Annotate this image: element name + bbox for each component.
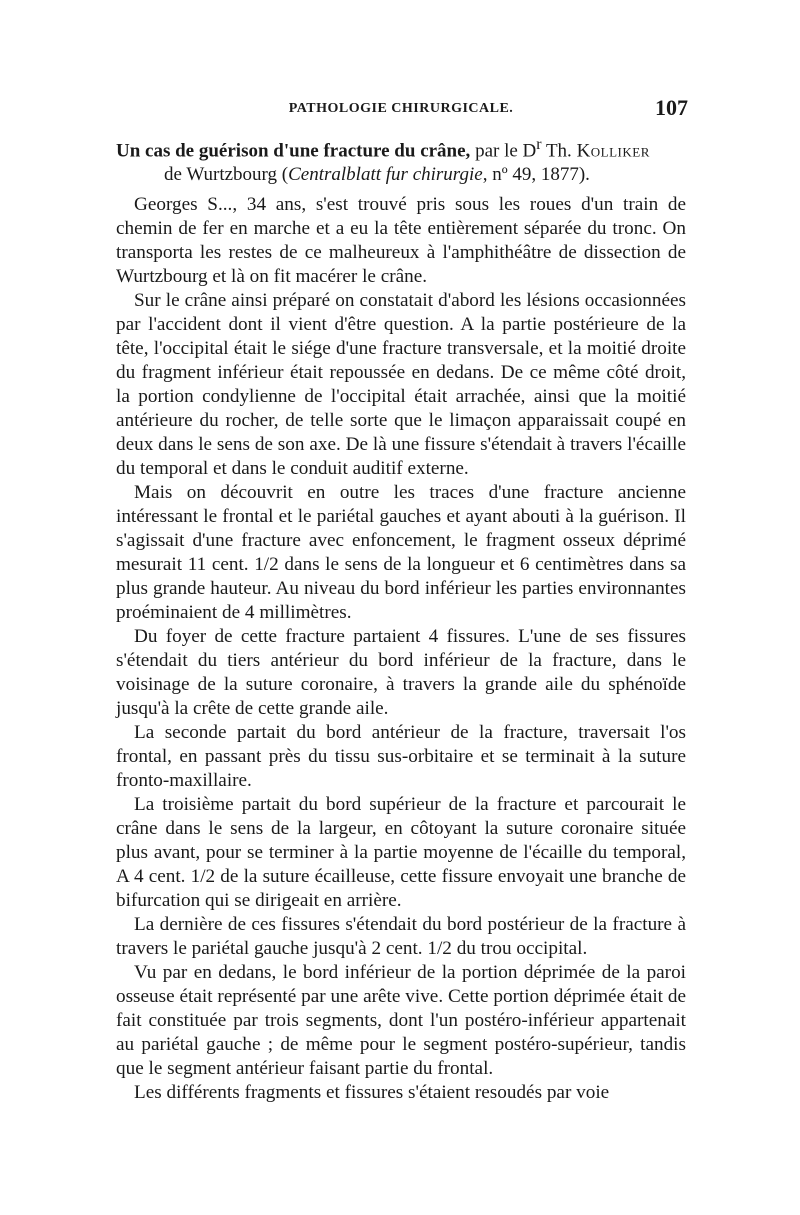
paragraph-9: Les différents fragments et fissures s'étaient resoudés par voie bbox=[134, 1082, 610, 1104]
article-source bbox=[116, 163, 686, 187]
paragraph-6: La troisième partait du bord supérieur de la fracture et parcourait le crâne dans le sens de la largeur, en côtoyant la suture coronaire située plus avant, pour se terminer à la partie moyenne de l'écaille du temporal, A 4 cent. 1/2 de la suture écailleuse, cette fissure envoyait une branche de bifurcation qui se dirigeait en arrière. bbox=[116, 794, 686, 912]
paragraph-1: Georges S..., 34 ans, s'est trouvé pris sous les roues d'un train de chemin de fer en marche et a eu la tête entièrement séparée du tronc. On transporta les restes de ce malheureux à l'amphithéâtre de dissection de Wurtzbourg et là on fit macérer le crâne. bbox=[116, 194, 686, 288]
article-source-prefix: de Wurtzbourg ( bbox=[164, 164, 289, 186]
page-number: 107 bbox=[655, 95, 688, 120]
article-title-main: Un cas de guérison d'une fracture du crâne, bbox=[116, 140, 471, 162]
paragraph-7: La dernière de ces fissures s'étendait du bord postérieur de la fracture à travers le pariétal gauche jusqu'à 2 cent. 1/2 du trou occipital. bbox=[116, 914, 686, 960]
page bbox=[116, 95, 686, 1105]
paragraph-2: Sur le crâne ainsi préparé on constatait d'abord les lésions occasionnées par l'accident dont il vient d'être question. A la partie postérieure de la tête, l'occipital était le siége d'une fracture transversale, et la moitié droite du fragment inférieur était repoussée en dedans. De ce même côté droit, la portion condylienne de l'occipital était arrachée, ainsi que la moitié antérieure du rocher, de telle sorte que le limaçon apparaissait coupé en deux dans le sens de son axe. De là une fissure s'étendait à travers l'écaille du temporal et dans le conduit auditif externe. bbox=[116, 290, 686, 480]
article-author-name: Kolliker bbox=[576, 140, 650, 162]
paragraph-8: Vu par en dedans, le bord inférieur de la portion déprimée de la paroi osseuse était représenté par une arête vive. Cette portion déprimée était de fait constituée par trois segments, dont l'un postéro-inférieur appartenait au pariétal gauche ; de même pour le segment postéro-supérieur, tandis que le segment antérieur faisant partie du frontal. bbox=[116, 962, 686, 1080]
article-source-suffix: , nº 49, 1877). bbox=[482, 164, 590, 186]
article-source-journal: Centralblatt fur chirurgie bbox=[288, 164, 483, 186]
running-title: PATHOLOGIE CHIRURGICALE. bbox=[288, 101, 514, 116]
paragraph-4: Du foyer de cette fracture partaient 4 fissures. L'une de ses fissures s'étendait du tiers antérieur du bord inférieur de la fracture, dans le voisinage de la suture coronaire, à travers la grande aile du sphénoïde jusqu'à la crête de cette grande aile. bbox=[116, 626, 686, 720]
article-author-initial: Th. bbox=[541, 140, 577, 162]
article-title-by: par le D bbox=[470, 140, 537, 162]
article-title-doctor-sup: r bbox=[536, 136, 542, 153]
running-header bbox=[116, 95, 686, 125]
paragraph-5: La seconde partait du bord antérieur de la fracture, traversait l'os frontal, en passant près du tissu sus-orbitaire et se terminait à la suture fronto-maxillaire. bbox=[116, 722, 686, 792]
article-title bbox=[116, 133, 686, 163]
paragraph-3: Mais on découvrit en outre les traces d'une fracture ancienne intéressant le frontal et le pariétal gauches et ayant abouti à la guérison. Il s'agissait d'une fracture avec enfoncement, le fragment osseux déprimé mesurait 11 cent. 1/2 dans le sens de la longueur et 6 centimètres dans sa plus grande hauteur. Au niveau du bord inférieur les parties environnantes proéminaient de 4 millimètres. bbox=[116, 482, 686, 624]
